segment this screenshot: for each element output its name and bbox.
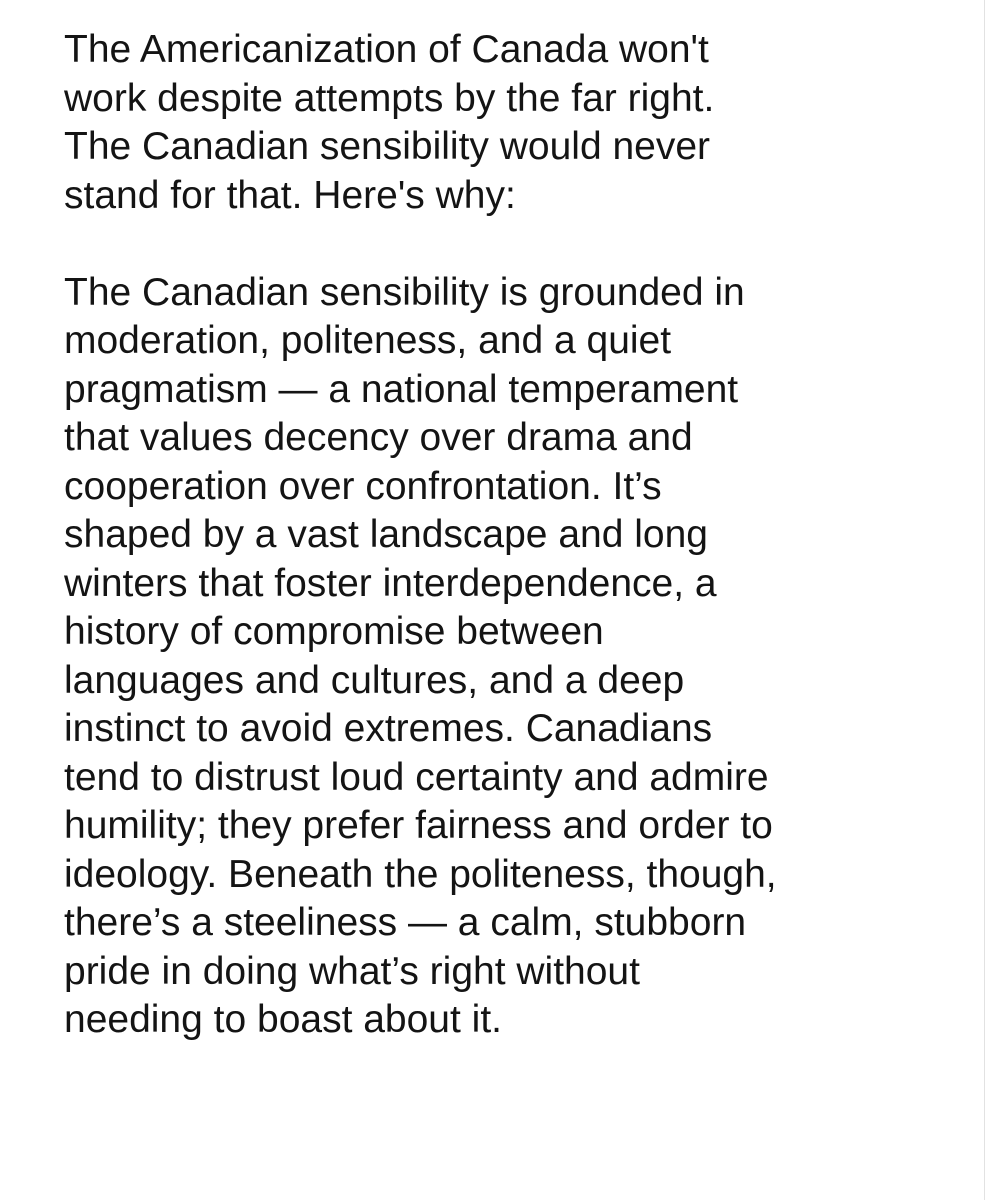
post-text: [64, 26, 969, 1045]
intro-paragraph: The Americanization of Canada won't work despite attempts by the far right. The Canadian sensibility would never stand for that. Here's why:: [64, 28, 715, 217]
content-border-line: [984, 0, 985, 1200]
body-paragraph: The Canadian sensibility is grounded in moderation, politeness, and a quiet pragmatism — a national temperament that values decency over drama and cooperation over confrontation. It’s shaped by a vast landscape and long winters that foster interdependence, a history of compromise between languages and cultures, and a deep instinct to avoid extremes. Canadians tend to distrust loud certainty and admire humility; they prefer fairness and order to ideology. Beneath the politeness, though, there’s a steeliness — a calm, stubborn pride in doing what’s right without needing to boast about it.: [64, 270, 777, 1041]
